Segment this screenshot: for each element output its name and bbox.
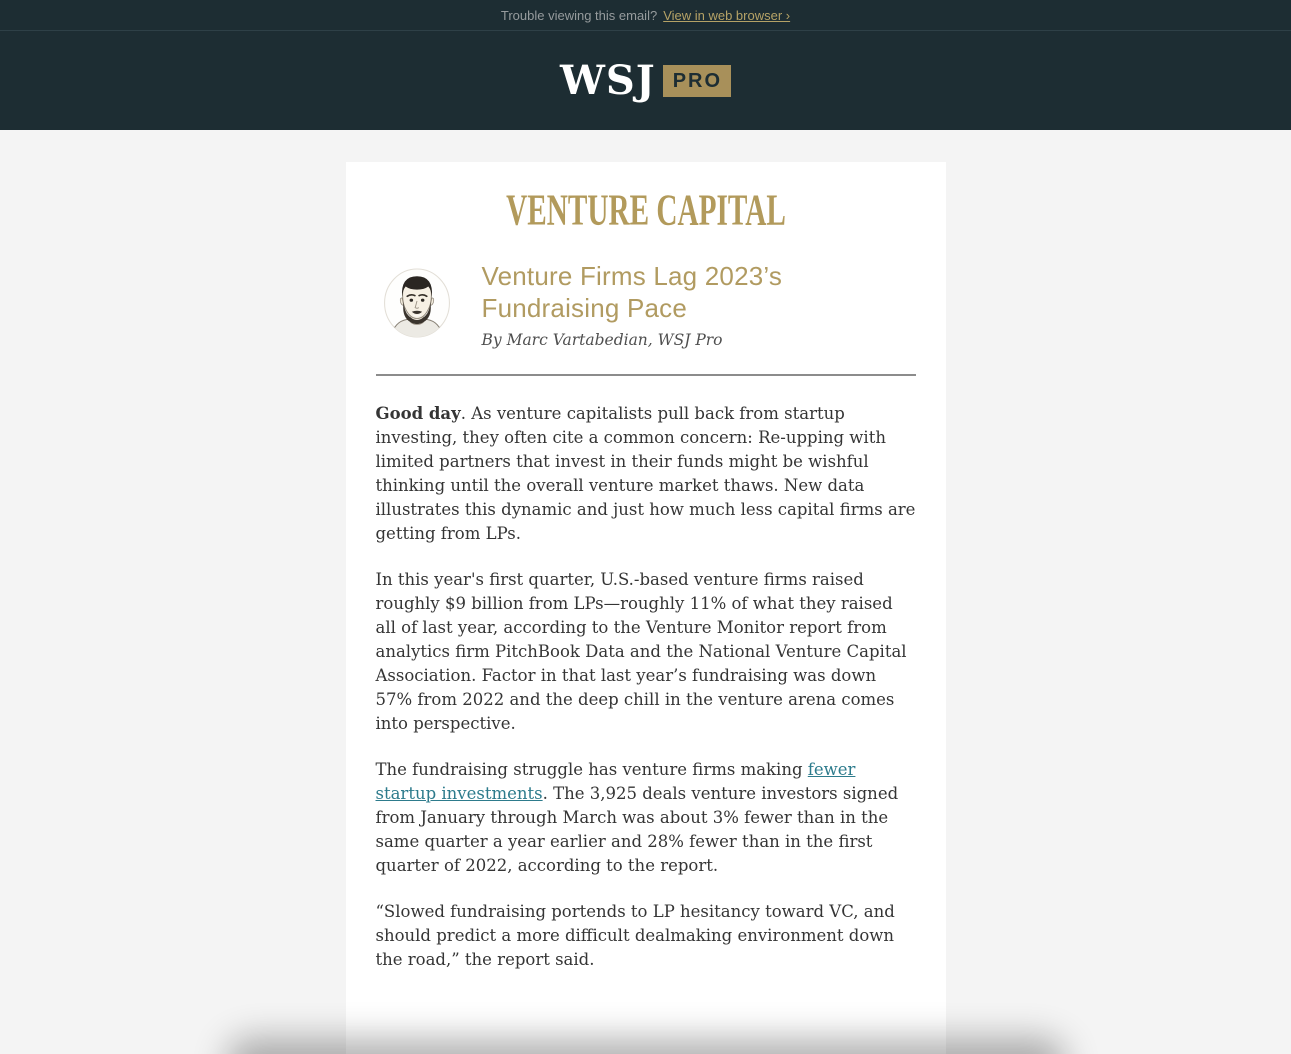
wsj-pro-logo[interactable] [559,56,731,104]
paragraph [376,568,916,736]
view-in-web-browser-link[interactable]: View in web browser › [663,7,791,23]
article-headline: Venture Firms Lag 2023’s Fundraising Pace [481,261,783,323]
article-byline: By Marc Vartabedian, WSJ Pro [481,331,723,349]
article-header [376,260,916,349]
masthead [0,31,1291,130]
headline-block [482,260,916,349]
newsletter-section-title: VENTURE CAPITAL [505,186,786,235]
article-body [376,402,916,972]
paragraph [376,900,916,972]
wsj-logo-text: WSJ [559,56,656,104]
paragraph-text: “Slowed fundraising portends to LP hesitancy toward VC, and should predict a more difficult dealmaking environment down the road,” the report said. [375,902,895,969]
inline-article-link[interactable]: fewer startup investments [375,760,856,803]
paragraph-lead-bold: Good day [375,404,461,423]
paragraph-text: . The 3,925 deals venture investors signed from January through March was about 3% fewer than in the same quarter a year earlier and 28% fewer than in the first quarter of 2022, according to the report. [375,784,899,875]
paragraph-text: In this year's first quarter, U.S.-based venture firms raised roughly $9 billion from LPs—roughly 11% of what they raised all of last year, according to the Venture Monitor report from analytics firm PitchBook Data and the National Venture Capital Association. Factor in that last year’s fundraising was down 57% from 2022 and the deep chill in the venture arena comes into perspective. [375,570,907,733]
pro-badge: PRO [663,65,731,97]
paragraph [376,402,916,546]
paragraph-text: . As venture capitalists pull back from startup investing, they often cite a common concern: Re-upping with limited partners that invest in their funds might be wishful thinking until the overall venture market thaws. New data illustrates this dynamic and just how much less capital firms are getting from LPs. [375,404,916,543]
paragraph [376,758,916,878]
header-divider [376,374,916,376]
view-in-browser-bar [0,0,1291,31]
author-headshot [384,268,450,338]
email-content-card [346,162,946,1054]
paragraph-text: The fundraising struggle has venture firms making [375,760,808,779]
trouble-viewing-text: Trouble viewing this email? [500,7,658,23]
